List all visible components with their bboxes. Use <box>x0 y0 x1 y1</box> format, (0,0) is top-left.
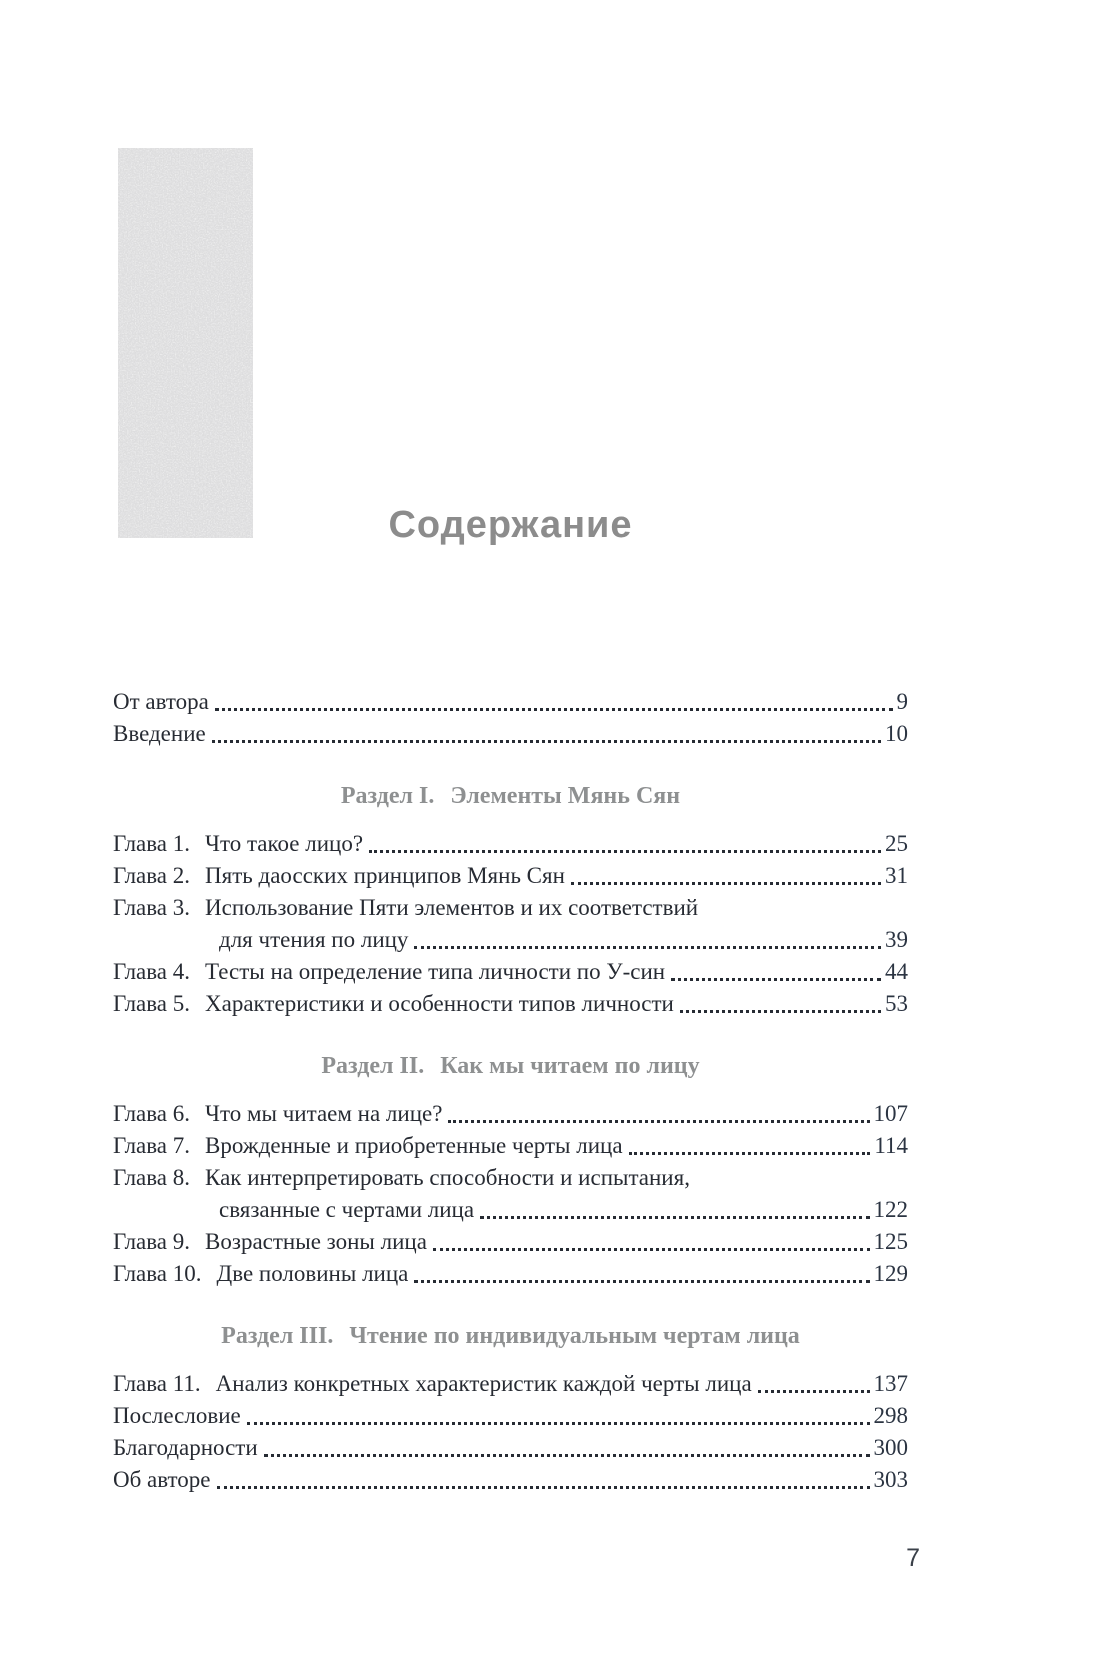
toc-entry[interactable] <box>113 828 908 860</box>
entry-page-number: 125 <box>873 1229 908 1254</box>
entry-title: Пять даосских принципов Мянь Сян <box>205 863 565 888</box>
entry-title: Что такое лицо? <box>205 831 364 856</box>
dot-leader <box>215 708 893 711</box>
section-label: Раздел I. <box>340 783 435 809</box>
entry-page-number: 31 <box>885 863 908 888</box>
chapter-label: Глава 10. <box>113 1261 202 1286</box>
section-heading-1 <box>113 780 908 812</box>
toc-entry[interactable] <box>113 1162 908 1194</box>
entry-title-line2: связанные с чертами лица <box>219 1197 475 1222</box>
section-label: Раздел II. <box>321 1053 425 1079</box>
toc-entry[interactable] <box>113 686 908 718</box>
entry-page-number: 129 <box>873 1261 908 1286</box>
entry-title: Тесты на определение типа личности по У-син <box>205 959 666 984</box>
dot-leader <box>571 882 881 885</box>
entry-page-number: 10 <box>885 721 908 746</box>
dot-leader <box>480 1216 869 1219</box>
entry-page-number: 53 <box>885 991 908 1016</box>
toc-entry[interactable] <box>113 1400 908 1432</box>
dot-leader <box>433 1248 870 1251</box>
dot-leader <box>217 1486 870 1489</box>
entry-page-number: 298 <box>873 1403 908 1428</box>
dot-leader <box>448 1120 869 1123</box>
entry-page-number: 303 <box>873 1467 908 1492</box>
entry-page-number: 137 <box>873 1371 908 1396</box>
dot-leader <box>629 1152 871 1155</box>
entry-page-number: 25 <box>885 831 908 856</box>
entry-title: Анализ конкретных характеристик каждой черты лица <box>215 1371 752 1396</box>
entry-title: Возрастные зоны лица <box>205 1229 427 1254</box>
chapter-label: Глава 7. <box>113 1133 191 1158</box>
entry-title-line1: Как интерпретировать способности и испытания, <box>205 1165 690 1190</box>
toc-entry-continuation[interactable] <box>113 1194 908 1226</box>
entry-page-number: 44 <box>885 959 908 984</box>
page-title: Содержание <box>388 504 633 546</box>
dot-leader <box>247 1422 870 1425</box>
dot-leader <box>680 1010 881 1013</box>
section-title: Как мы читаем по лицу <box>440 1053 700 1079</box>
noise-texture-svg <box>118 148 253 538</box>
chapter-label: Глава 4. <box>113 959 191 984</box>
entry-title: Характеристики и особенности типов личности <box>205 991 674 1016</box>
dot-leader <box>414 1280 869 1283</box>
toc-entry[interactable] <box>113 892 908 924</box>
chapter-label: Глава 2. <box>113 863 191 888</box>
entry-title-line1: Использование Пяти элементов и их соответствий <box>205 895 699 920</box>
section-title: Элементы Мянь Сян <box>450 783 681 809</box>
dot-leader <box>212 740 881 743</box>
entry-title-line2: для чтения по лицу <box>219 927 409 952</box>
entry-page-number: 39 <box>885 927 908 952</box>
entry-title: От автора <box>113 689 209 714</box>
section-title: Чтение по индивидуальным чертам лица <box>349 1323 800 1349</box>
toc-entry[interactable] <box>113 1368 908 1400</box>
entry-page-number: 114 <box>874 1133 908 1158</box>
entry-page-number: 107 <box>873 1101 908 1126</box>
dot-leader <box>758 1390 870 1393</box>
toc-entry-continuation[interactable] <box>113 924 908 956</box>
entry-title: Что мы читаем на лице? <box>205 1101 443 1126</box>
chapter-label: Глава 9. <box>113 1229 191 1254</box>
toc-entry[interactable] <box>113 1258 908 1290</box>
entry-title: Об авторе <box>113 1467 211 1492</box>
table-of-contents <box>113 686 908 1496</box>
toc-entry[interactable] <box>113 1226 908 1258</box>
entry-title: Врожденные и приобретенные черты лица <box>205 1133 623 1158</box>
toc-entry[interactable] <box>113 1130 908 1162</box>
dot-leader <box>414 946 881 949</box>
toc-entry[interactable] <box>113 1432 908 1464</box>
entry-page-number: 122 <box>873 1197 908 1222</box>
dot-leader <box>671 978 881 981</box>
dot-leader <box>264 1454 870 1457</box>
toc-entry[interactable] <box>113 718 908 750</box>
chapter-label: Глава 8. <box>113 1165 191 1190</box>
chapter-label: Глава 6. <box>113 1101 191 1126</box>
entry-page-number: 300 <box>873 1435 908 1460</box>
entry-title: Благодарности <box>113 1435 258 1460</box>
toc-entry[interactable] <box>113 988 908 1020</box>
toc-entry[interactable] <box>113 1098 908 1130</box>
section-heading-2 <box>113 1050 908 1082</box>
section-label: Раздел III. <box>221 1323 334 1349</box>
entry-title: Введение <box>113 721 206 746</box>
chapter-label: Глава 1. <box>113 831 191 856</box>
chapter-label: Глава 3. <box>113 895 191 920</box>
entry-page-number: 9 <box>896 689 908 714</box>
folio-page-number: 7 <box>906 1544 920 1572</box>
chapter-label: Глава 5. <box>113 991 191 1016</box>
entry-title: Послесловие <box>113 1403 241 1428</box>
entry-title: Две половины лица <box>216 1261 409 1286</box>
chapter-label: Глава 11. <box>113 1371 201 1396</box>
dot-leader <box>369 850 881 853</box>
toc-entry[interactable] <box>113 956 908 988</box>
scan-noise-texture-image <box>118 148 253 538</box>
toc-entry[interactable] <box>113 860 908 892</box>
toc-entry[interactable] <box>113 1464 908 1496</box>
section-heading-3 <box>113 1320 908 1352</box>
